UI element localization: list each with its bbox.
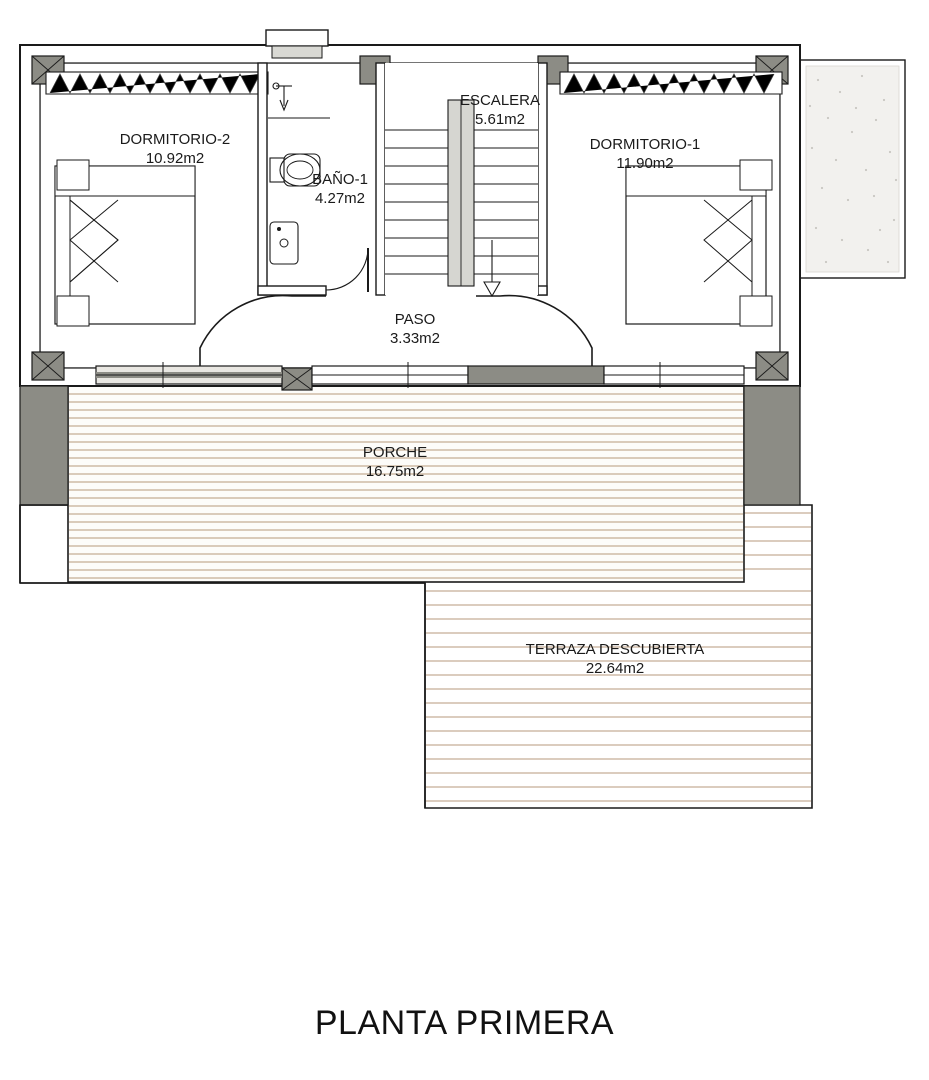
room-area-paso: 3.33m2	[389, 329, 441, 347]
room-name-dormitorio-2: DORMITORIO-2	[119, 131, 231, 148]
room-name-terraza-descubierta: TERRAZA DESCUBIERTA	[525, 641, 705, 658]
bathroom-fixtures	[268, 83, 368, 292]
room-area-dormitorio-2: 10.92m2	[145, 149, 205, 167]
room-area-dormitorio-1: 11.90m2	[616, 154, 674, 172]
room-name-bano-1: BAÑO-1	[312, 171, 368, 188]
facade-glazing-bottom	[96, 362, 744, 388]
plan-title: PLANTA PRIMERA	[314, 1004, 615, 1042]
dormitorio1-bed	[626, 160, 772, 326]
room-name-escalera: ESCALERA	[459, 92, 541, 109]
window-dormitorio1	[560, 72, 782, 94]
room-name-paso: PASO	[394, 311, 436, 328]
room-name-dormitorio-1: DORMITORIO-1	[589, 136, 701, 153]
room-area-escalera: 5.61m2	[474, 110, 526, 128]
room-area-bano-1: 4.27m2	[314, 189, 366, 207]
room-name-porche: PORCHE	[362, 444, 428, 461]
porche-area	[68, 386, 744, 582]
escalera-stairs	[385, 63, 538, 296]
room-area-terraza-descubierta: 22.64m2	[585, 659, 645, 677]
right-patio-stipple	[800, 60, 905, 278]
window-dormitorio2	[46, 72, 268, 94]
dormitorio2-bed	[55, 160, 195, 326]
paso-hall-walls	[200, 296, 592, 368]
room-area-porche: 16.75m2	[365, 462, 425, 480]
top-center-projection	[266, 30, 328, 58]
